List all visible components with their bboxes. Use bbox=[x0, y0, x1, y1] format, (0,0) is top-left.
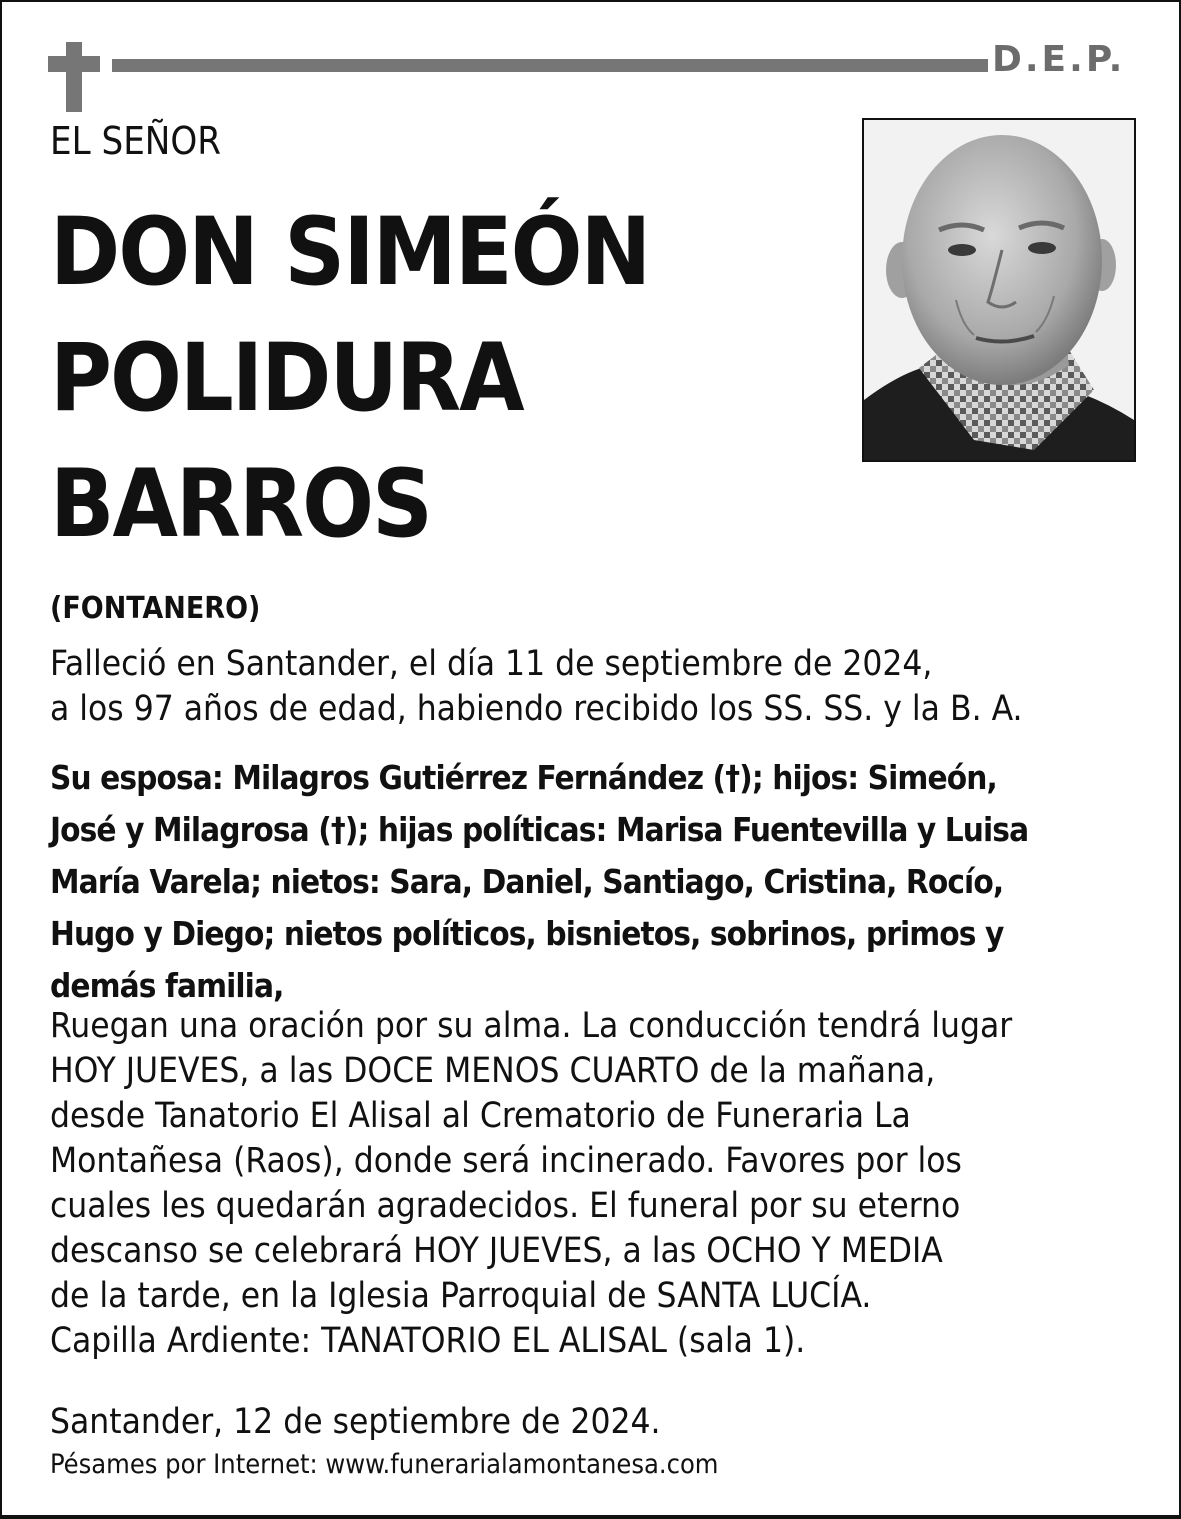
cross-icon bbox=[48, 42, 100, 112]
header-rule bbox=[112, 59, 988, 72]
text-line: Ruegan una oración por su alma. La conducción tendrá lugar bbox=[50, 1006, 1013, 1046]
occupation: (FONTANERO) bbox=[50, 591, 261, 626]
text-line: Capilla Ardiente: TANATORIO EL ALISAL (sala 1). bbox=[50, 1321, 806, 1361]
overline: EL SEÑOR bbox=[50, 119, 222, 163]
dep-label: D.E.P. bbox=[992, 39, 1126, 80]
place-date: Santander, 12 de septiembre de 2024. bbox=[50, 1402, 661, 1442]
internet-condolences-note: Pésames por Internet: www.funerarialamontanesa.com bbox=[50, 1449, 719, 1480]
text-line: desde Tanatorio El Alisal al Crematorio de Funeraria La bbox=[50, 1096, 911, 1136]
name-line: BARROS bbox=[50, 450, 431, 559]
death-paragraph bbox=[50, 642, 1022, 732]
text-line: descanso se celebrará HOY JUEVES, a las OCHO Y MEDIA bbox=[50, 1231, 943, 1271]
text-line: Falleció en Santander, el día 11 de septiembre de 2024, bbox=[50, 644, 933, 684]
service-paragraph bbox=[50, 1004, 1012, 1364]
text-line: José y Milagrosa (†); hijas políticas: Marisa Fuentevilla y Luisa bbox=[50, 810, 1029, 849]
family-paragraph bbox=[50, 752, 1135, 1012]
text-line: Hugo y Diego; nietos políticos, bisnietos, sobrinos, primos y bbox=[50, 914, 1004, 953]
text-line: HOY JUEVES, a las DOCE MENOS CUARTO de la mañana, bbox=[50, 1051, 936, 1091]
text-line: cuales les quedarán agradecidos. El funeral por su eterno bbox=[50, 1186, 961, 1226]
name-line: POLIDURA bbox=[50, 324, 523, 433]
text-line: Montañesa (Raos), donde será incinerado. Favores por los bbox=[50, 1141, 962, 1181]
text-line: demás familia, bbox=[50, 966, 284, 1005]
text-line: Su esposa: Milagros Gutiérrez Fernández (†); hijos: Simeón, bbox=[50, 758, 997, 797]
deceased-name bbox=[50, 190, 649, 568]
text-line: de la tarde, en la Iglesia Parroquial de SANTA LUCÍA. bbox=[50, 1276, 872, 1316]
portrait-photo bbox=[862, 118, 1136, 462]
portrait-image bbox=[864, 120, 1134, 460]
text-line: María Varela; nietos: Sara, Daniel, Santiago, Cristina, Rocío, bbox=[50, 862, 1004, 901]
text-line: a los 97 años de edad, habiendo recibido los SS. SS. y la B. A. bbox=[50, 689, 1023, 729]
name-line: DON SIMEÓN bbox=[50, 198, 650, 307]
